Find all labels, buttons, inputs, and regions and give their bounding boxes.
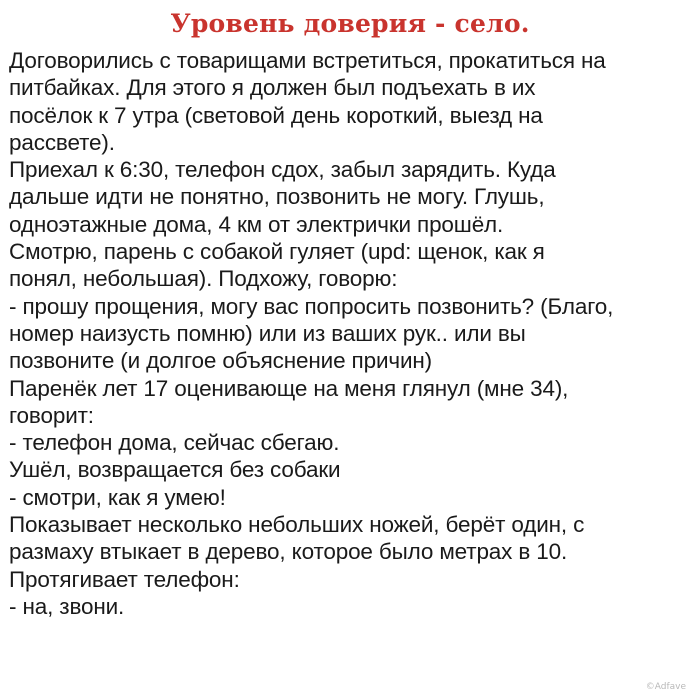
text-line: - смотри, как я умею! xyxy=(9,484,226,510)
text-line: размаху втыкает в дерево, которое было метрах в 10. xyxy=(9,539,568,565)
text-line: Ушёл, возвращается без собаки xyxy=(9,457,341,483)
post-title: Уровень доверия - село. xyxy=(170,9,530,38)
text-line: питбайках. Для этого я должен был подъехать в их xyxy=(9,75,536,101)
text-line: Паренёк лет 17 оценивающе на меня глянул (мне 34), xyxy=(9,375,569,401)
text-line: Протягивает телефон: xyxy=(9,566,240,592)
text-line: Договорились с товарищами встретиться, прокатиться на xyxy=(9,48,606,73)
text-line: - прошу прощения, могу вас попросить позвонить? (Благо, xyxy=(9,293,614,319)
text-line: посёлок к 7 утра (световой день короткий, выезд на xyxy=(9,102,543,128)
text-line: - на, звони. xyxy=(9,593,125,619)
text-line: одноэтажные дома, 4 км от электрички прошёл. xyxy=(9,211,504,237)
text-line: номер наизусть помню) или из ваших рук.. или вы xyxy=(9,320,526,346)
text-line: позвоните (и долгое объяснение причин) xyxy=(9,348,432,374)
text-line: понял, небольшая). Подхожу, говорю: xyxy=(9,266,398,292)
text-line: Приехал к 6:30, телефон сдох, забыл зарядить. Куда xyxy=(9,157,556,183)
text-line: дальше идти не понятно, позвонить не могу. Глушь, xyxy=(9,184,545,210)
watermark: ©Adfave xyxy=(645,682,686,692)
text-line: - телефон дома, сейчас сбегаю. xyxy=(9,430,340,456)
text-line: говорит: xyxy=(9,402,94,428)
text-line: Смотрю, парень с собакой гуляет (upd: щенок, как я xyxy=(9,239,545,265)
text-line: Показывает несколько небольших ножей, берёт один, с xyxy=(9,512,585,538)
post-body xyxy=(9,47,699,620)
text-line: рассвете). xyxy=(9,129,115,155)
